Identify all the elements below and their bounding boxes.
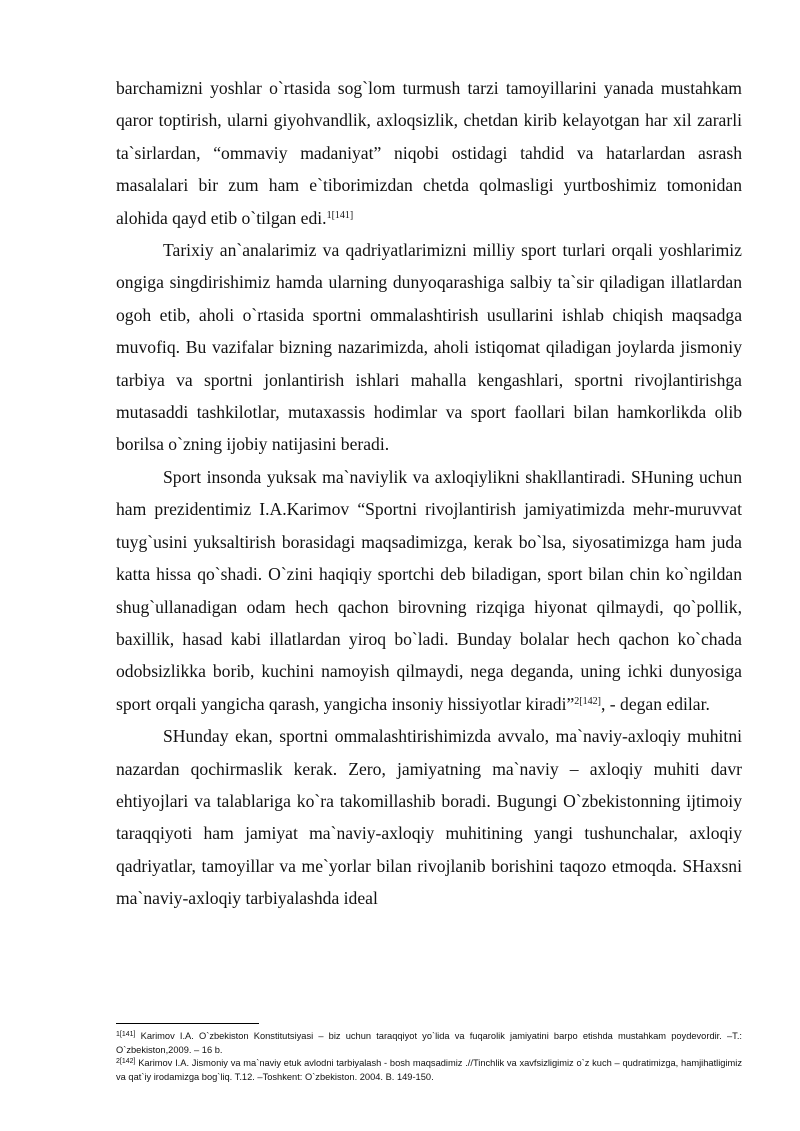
footnote-ref-2[interactable]: 2[142] (574, 695, 601, 707)
footnote-ref-1[interactable]: 1[141] (326, 209, 354, 221)
paragraph-3-tail: , - degan edilar. (600, 693, 710, 714)
footnote-1-text: Karimov I.A. O`zbekiston Konstitutsiyasi – biz uchun taraqqiyot yo`lida va fuqarolik jamiyatini barpo etishda mustahkam poydevordir. –T.: O`zbekiston,2009. – 16 b. (116, 1031, 742, 1055)
footnote-2-text: Karimov I.A. Jismoniy va ma`naviy etuk avlodni tarbiyalash - bosh maqsadimiz .//Tinchlik va xavfsizligimiz o`z kuch – qudratimizga, hamjihatligimiz va qat`iy irodamizga bog`liq. T.12. –Toshkent: O`zbekiston. 2004. B. 149-150. (116, 1058, 742, 1082)
document-body (116, 72, 742, 915)
footnote-1 (116, 1030, 742, 1057)
footnote-separator (116, 1023, 259, 1024)
paragraph-4-text: SHunday ekan, sportni ommalashtirishimizda avvalo, ma`naviy-axloqiy muhitni nazardan qochirmaslik kerak. Zero, jamiyatning ma`naviy – axloqiy muhiti davr ehtiyojlari va talablariga ko`ra takomillashib boradi. Bugungi O`zbekistonning ijtimoiy taraqqiyoti ham jamiyat ma`naviy-axloqiy muhitining yangi tushunchalar, axloqiy qadriyatlar, tamoyillar va me`yorlar bilan rivojlanib borishini taqozo etmoqda. SHaxsni ma`naviy-axloqiy tarbiyalashda ideal (116, 726, 742, 909)
footnote-1-mark: 1[141] (116, 1031, 136, 1038)
paragraph-1-text: barchamizni yoshlar o`rtasida sog`lom turmush tarzi tamoyillarini yanada mustahkam qaror toptirish, ularni giyohvandlik, axloqsizlik, chetdan kirib kelayotgan har xil zararli ta`sirlardan, “ommaviy madaniyat” niqobi ostidagi tahdid va hatarlardan asrash masalalari bir zum ham e`tiborimizdan chetda qolmasligi yurtboshimiz tomonidan alohida qayd etib o`tilgan edi. (116, 78, 742, 228)
footnote-2 (116, 1057, 742, 1084)
paragraph-2-text: Tarixiy an`analarimiz va qadriyatlarimizni milliy sport turlari orqali yoshlarimiz ongiga singdirishimiz hamda ularning dunyoqarashiga salbiy ta`sir qiladigan illatlardan ogoh etib, aholi o`rtasida sportni ommalashtirish usullarini ishlab chiqish maqsadga muvofiq. Bu vazifalar bizning nazarimizda, aholi istiqomat qiladigan joylarda jismoniy tarbiya va sportni jonlantirish ishlari mahalla kengashlari, sportni rivojlantirishga mutasaddi tashkilotlar, mutaxassis hodimlar va sport faollari bilan hamkorlikda olib borilsa o`zning ijobiy natijasini beradi. (116, 240, 742, 455)
paragraph-3-text: Sport insonda yuksak ma`naviylik va axloqiylikni shakllantiradi. SHuning uchun ham prezidentimiz I.A.Karimov “Sportni rivojlantirish jamiyatimizda mehr-muruvvat tuyg`usini yuksaltirish borasidagi maqsadimizga, kerak bo`lsa, siyosatimizga ham juda katta hissa qo`shadi. O`zini haqiqiy sportchi deb biladigan, sport bilan chin ko`ngildan shug`ullanadigan odam hech qachon birovning rizqiga hiyonat qilmaydi, qo`pollik, baxillik, hasad kabi illatlardan yiroq bo`ladi. Bunday bolalar hech qachon ko`chada odobsizlikka borib, kuchini namoyish qilmaydi, nega deganda, uning ichki dunyosiga sport orqali yangicha qarash, yangicha insoniy hissiyotlar kiradi” (116, 466, 742, 714)
footnotes (116, 1023, 742, 1084)
paragraph-4 (116, 720, 742, 914)
paragraph-1 (116, 72, 742, 234)
paragraph-2 (116, 234, 742, 461)
footnote-2-mark: 2[142] (116, 1058, 136, 1065)
paragraph-3 (116, 461, 742, 720)
